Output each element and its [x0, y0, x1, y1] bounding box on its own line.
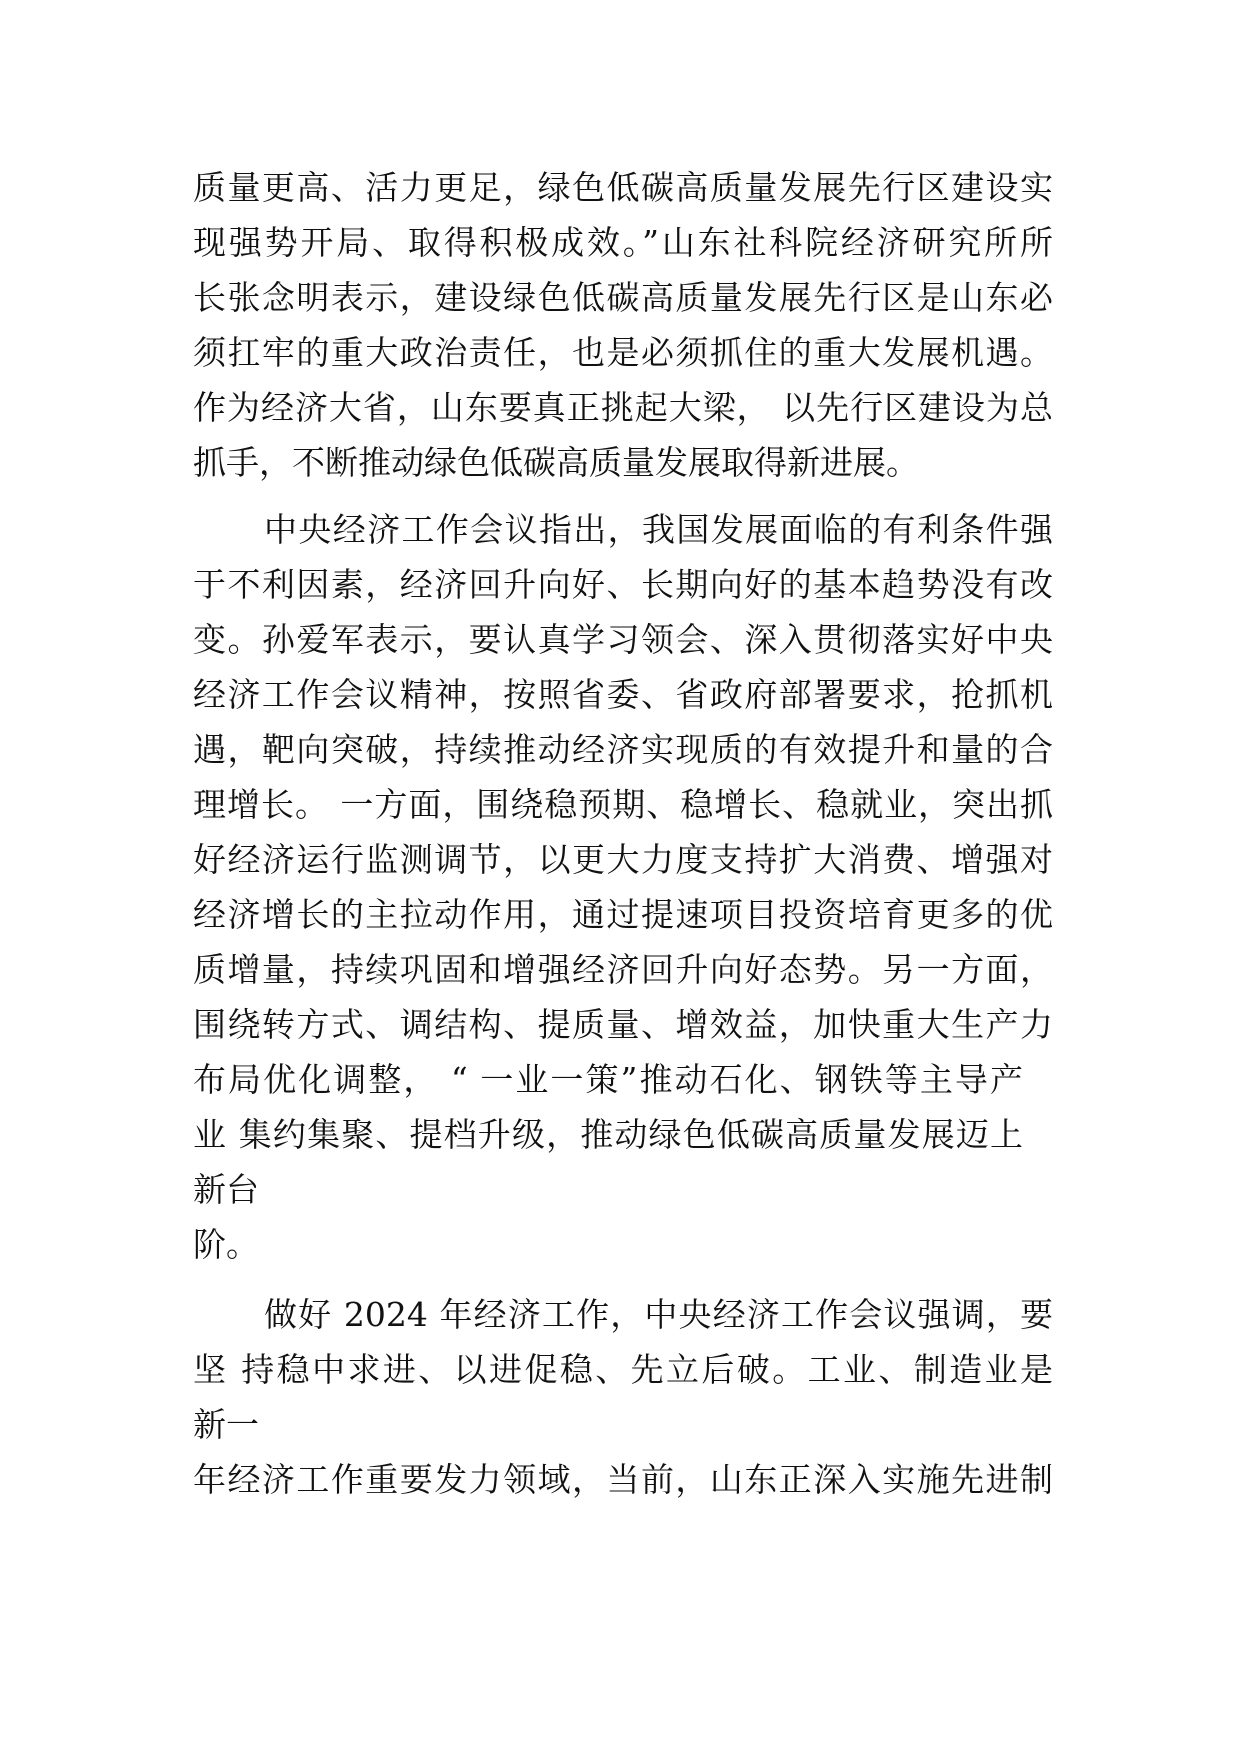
text-line: 经济工作会议精神，按照省委、省政府部署要求，抢抓机	[193, 675, 1053, 714]
text-line: 理增长。 一方面，围绕稳预期、稳增长、稳就业，突出抓	[193, 785, 1053, 824]
paragraph-first-line: 中央经济工作会议指出，我国发展面临的有利条件强	[264, 510, 1053, 549]
text-line: 抓手，不断推动绿色低碳高质量发展取得新进展。	[193, 443, 919, 482]
text-line: 好经济运行监测调节，以更大力度支持扩大消费、增强对	[193, 840, 1053, 879]
text-line: 布局优化调整， “ 一业一策”推动石化、钢铁等主导产	[193, 1060, 1023, 1099]
text-line: 长张念明表示，建设绿色低碳高质量发展先行区是山东必	[193, 278, 1053, 317]
text-line: 新一	[193, 1405, 259, 1444]
text-line: 新台	[193, 1170, 259, 1209]
paragraph-first-line: 做好 2024 年经济工作，中央经济工作会议强调，要	[264, 1295, 1053, 1334]
text-line: 质量更高、活力更足，绿色低碳高质量发展先行区建设实	[193, 168, 1053, 207]
text-line: 围绕转方式、调结构、提质量、增效益，加快重大生产力	[193, 1005, 1053, 1044]
text-line: 业 集约集聚、提档升级，推动绿色低碳高质量发展迈上	[193, 1115, 1023, 1154]
text-line: 遇，靶向突破，持续推动经济实现质的有效提升和量的合	[193, 730, 1053, 769]
text-line: 质增量，持续巩固和增强经济回升向好态势。另一方面，	[193, 950, 1053, 989]
text-line: 年经济工作重要发力领域，当前，山东正深入实施先进制	[193, 1460, 1053, 1499]
text-line: 须扛牢的重大政治责任，也是必须抓住的重大发展机遇。	[193, 333, 1053, 372]
text-line: 变。孙爱军表示，要认真学习领会、深入贯彻落实好中央	[193, 620, 1053, 659]
text-line: 于不利因素，经济回升向好、长期向好的基本趋势没有改	[193, 565, 1053, 604]
text-line: 经济增长的主拉动作用，通过提速项目投资培育更多的优	[193, 895, 1053, 934]
text-line: 阶。	[193, 1225, 259, 1264]
text-line: 坚 持稳中求进、以进促稳、先立后破。工业、制造业是	[193, 1350, 1053, 1389]
text-line: 作为经济大省，山东要真正挑起大梁， 以先行区建设为总	[193, 388, 1053, 427]
text-line: 现强势开局、取得积极成效。”山东社科院经济研究所所	[193, 223, 1053, 262]
